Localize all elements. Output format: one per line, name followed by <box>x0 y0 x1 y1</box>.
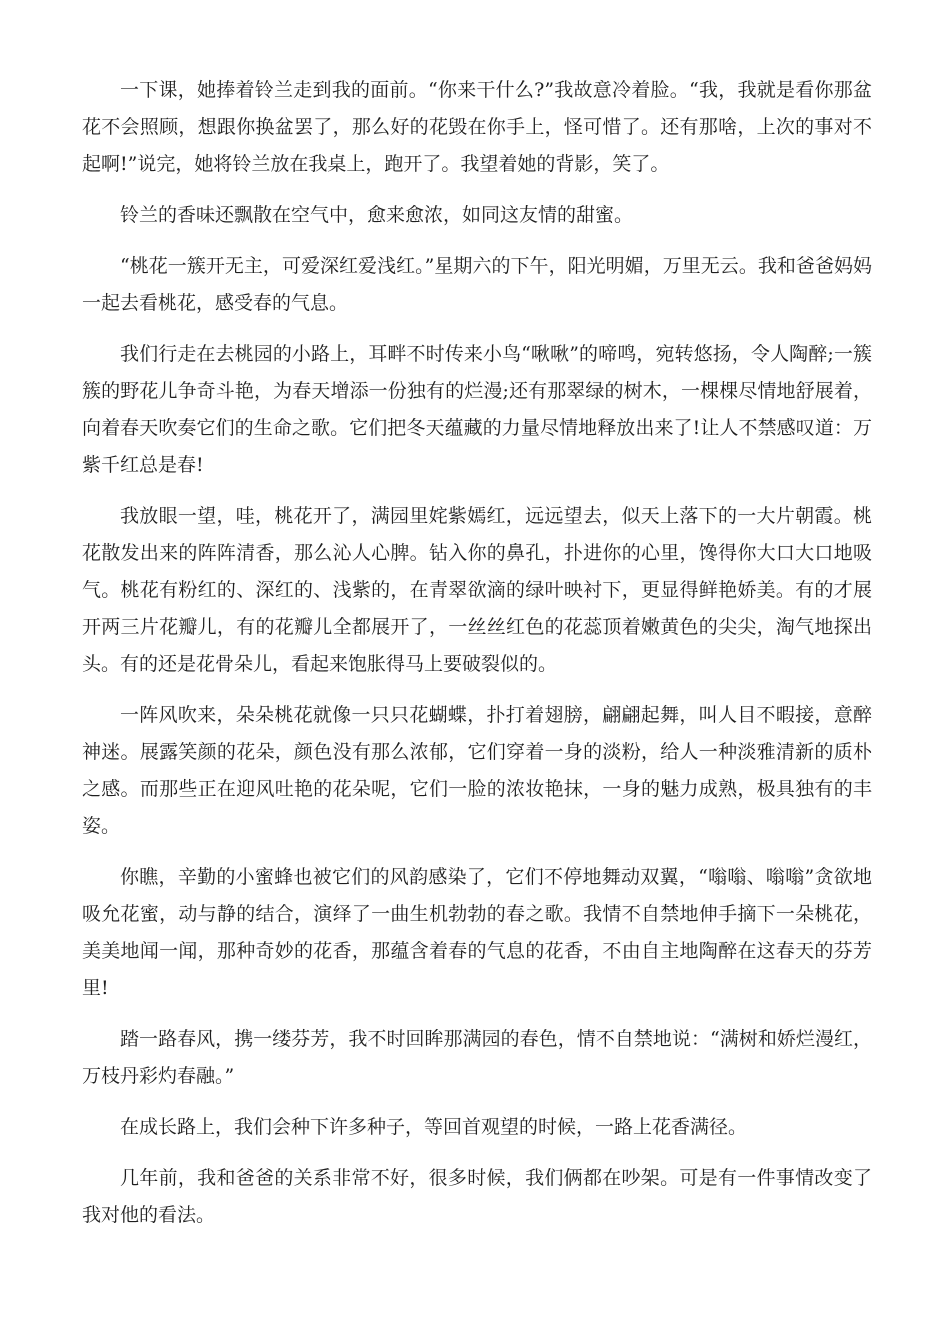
paragraph: 几年前，我和爸爸的关系非常不好，很多时候，我们俩都在吵架。可是有一件事情改变了我对他的看法。 <box>82 1167 872 1226</box>
paragraph: 在成长路上，我们会种下许多种子，等回首观望的时候，一路上花香满径。 <box>120 1116 748 1138</box>
document-body <box>82 72 872 1248</box>
paragraph: 一下课，她捧着铃兰走到我的面前。“你来干什么?”我故意冷着脸。“我，我就是看你那盆花不会照顾，想跟你换盆罢了，那么好的花毁在你手上，怪可惜了。还有那啥，上次的事对不起啊!”说完，她将铃兰放在我桌上，跑开了。我望着她的背影，笑了。 <box>82 79 872 175</box>
paragraph: “桃花一簇开无主，可爱深红爱浅红。”星期六的下午，阳光明媚，万里无云。我和爸爸妈妈一起去看桃花，感受春的气息。 <box>82 255 872 314</box>
paragraph: 我放眼一望，哇，桃花开了，满园里姹紫嫣红，远远望去，似天上落下的一大片朝霞。桃花散发出来的阵阵清香，那么沁人心脾。钻入你的鼻孔，扑进你的心里，馋得你大口大口地吸气。桃花有粉红的、深红的、浅紫的，在青翠欲滴的绿叶映衬下，更显得鲜艳娇美。有的才展开两三片花瓣儿，有的花瓣儿全都展开了，一丝丝红色的花蕊顶着嫩黄色的尖尖，淘气地探出头。有的还是花骨朵儿，看起来饱胀得马上要破裂似的。 <box>82 505 872 675</box>
paragraph: 你瞧，辛勤的小蜜蜂也被它们的风韵感染了，它们不停地舞动双翼，“嗡嗡、嗡嗡”贪欲地吸允花蜜，动与静的结合，演绎了一曲生机勃勃的春之歌。我情不自禁地伸手摘下一朵桃花，美美地闻一闻，那种奇妙的花香，那蕴含着春的气息的花香，不由自主地陶醉在这春天的芬芳里! <box>82 866 872 999</box>
paragraph: 我们行走在去桃园的小路上，耳畔不时传来小鸟“啾啾”的啼鸣，宛转悠扬，令人陶醉;一簇簇的野花儿争奇斗艳，为春天增添一份独有的烂漫;还有那翠绿的树木，一棵棵尽情地舒展着，向着春天吹奏它们的生命之歌。它们把冬天蕴藏的力量尽情地释放出来了!让人不禁感叹道：万紫千红总是春! <box>82 343 872 476</box>
paragraph: 铃兰的香味还飘散在空气中，愈来愈浓，如同这友情的甜蜜。 <box>120 204 634 226</box>
paragraph: 踏一路春风，携一缕芬芳，我不时回眸那满园的春色，情不自禁地说：“满树和娇烂漫红，万枝丹彩灼春融。” <box>82 1028 872 1087</box>
paragraph: 一阵风吹来，朵朵桃花就像一只只花蝴蝶，扑打着翅膀，翩翩起舞，叫人目不暇接，意醉神迷。展露笑颜的花朵，颜色没有那么浓郁，它们穿着一身的淡粉，给人一种淡雅清新的质朴之感。而那些正在迎风吐艳的花朵呢，它们一脸的浓妆艳抹，一身的魅力成熟，极具独有的丰姿。 <box>82 704 872 837</box>
